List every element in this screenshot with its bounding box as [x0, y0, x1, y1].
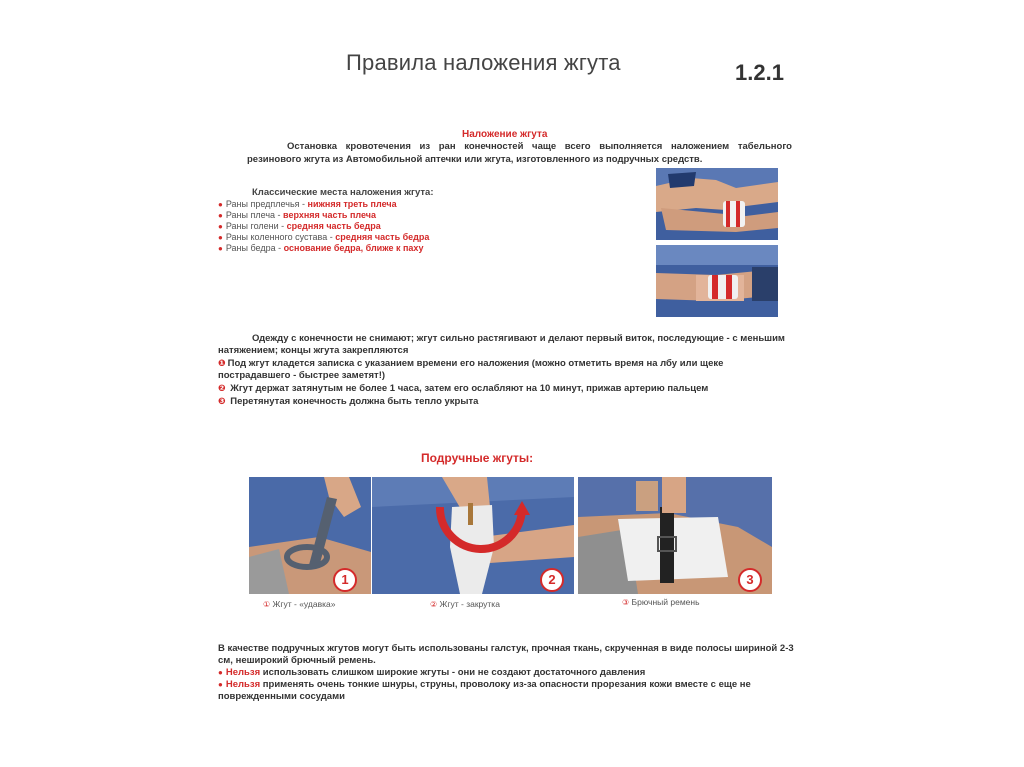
caption-number-2-icon: ② — [430, 600, 438, 609]
caption-number-3-icon: ③ — [622, 598, 630, 607]
slide-title: Правила наложения жгута — [346, 50, 621, 75]
bullet-icon: ● — [218, 668, 223, 677]
rules-intro: Одежду с конечности не снимают; жгут сильно растягивают и делают первый виток, последующие - с меньшим натяжением; концы жгута закрепляются — [218, 333, 785, 356]
section-heading: Наложение жгута — [462, 129, 548, 140]
bullet-icon: ● — [218, 200, 223, 209]
photo-badge-3: 3 — [738, 568, 762, 592]
number-2-icon: ❷ — [218, 383, 226, 393]
photo-badge-2: 2 — [540, 568, 564, 592]
warning-item: ● Нельзя применять очень тонкие шнуры, струны, проволоку из-за опасности прорезания кожи вместе с еще не поврежденными сосудами — [218, 679, 751, 702]
intro-paragraph: Остановка кровотечения из ран конечностей чаще всего выполняется наложением табельного резинового жгута из Автомобильной аптечки или жгута, изготовленного из подручных средств. — [247, 141, 792, 165]
warning-item: ● Нельзя использовать слишком широкие жгуты - они не создают достаточного давления — [218, 667, 646, 678]
photo-arm-tourniquet — [656, 168, 778, 240]
places-heading: Классические места наложения жгута: — [252, 187, 434, 198]
places-list — [218, 199, 429, 254]
caption-belt: ③ Брючный ремень — [622, 597, 700, 607]
caption-noose: ① Жгут - «удавка» — [263, 599, 336, 609]
list-item: ● Раны плеча - верхняя часть плеча — [218, 210, 377, 220]
list-item: ● Раны предплечья - нижняя треть плеча — [218, 199, 397, 209]
photo-leg-tourniquet — [656, 245, 778, 317]
bullet-icon: ● — [218, 211, 223, 220]
list-item: ● Раны коленного сустава - средняя часть бедра — [218, 232, 430, 242]
photo-badge-1: 1 — [333, 568, 357, 592]
bullet-icon: ● — [218, 233, 223, 242]
list-item: ● Раны бедра - основание бедра, ближе к паху — [218, 243, 424, 253]
bullet-icon: ● — [218, 680, 223, 689]
rule-item: ❶ Под жгут кладется записка с указанием времени его наложения (можно отметить время на лбу или щеке пострадавшего - быстрее заметят!) — [218, 358, 724, 381]
caption-twist: ② Жгут - закрутка — [430, 599, 500, 609]
slide-number: 1.2.1 — [735, 60, 784, 85]
number-1-icon: ❶ — [218, 358, 226, 368]
improvised-heading: Подручные жгуты: — [421, 451, 534, 465]
bullet-icon: ● — [218, 244, 223, 253]
number-3-icon: ❸ — [218, 396, 226, 406]
rules-block — [218, 333, 798, 408]
bottom-intro: В качестве подручных жгутов могут быть использованы галстук, прочная ткань, скрученная в виде полосы шириной 2-3 см, неширокий брючный ремень. — [218, 643, 794, 666]
rule-item: ❸ Перетянутая конечность должна быть тепло укрыта — [218, 396, 479, 407]
bullet-icon: ● — [218, 222, 223, 231]
rule-item: ❷ Жгут держат затянутым не более 1 часа, затем его ослабляют на 10 минут, прижав артерию пальцем — [218, 383, 709, 394]
caption-number-1-icon: ① — [263, 600, 271, 609]
list-item: ● Раны голени - средняя часть бедра — [218, 221, 381, 231]
bottom-block — [218, 643, 798, 703]
